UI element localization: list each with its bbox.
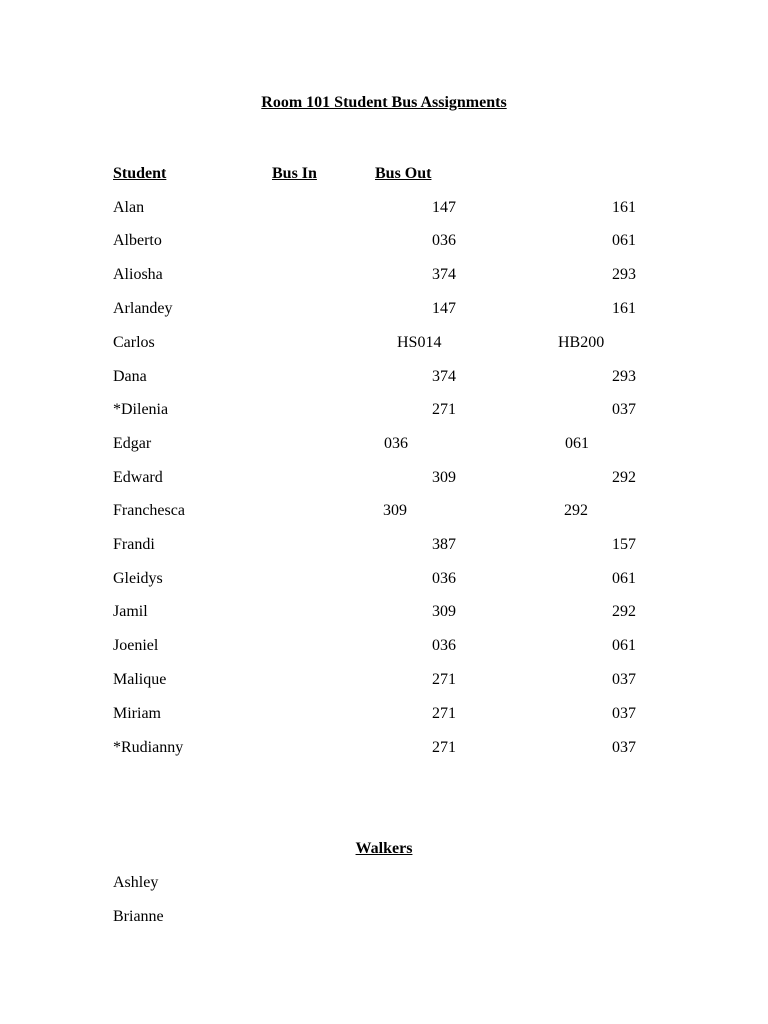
bus-in-value: 147 [432, 300, 456, 317]
bus-in-value: 309 [432, 603, 456, 620]
bus-in-value: 374 [432, 266, 456, 283]
student-name: Jamil [113, 603, 148, 620]
bus-in-value: 271 [432, 401, 456, 418]
table-row [0, 671, 768, 691]
table-row [0, 232, 768, 252]
bus-out-value: 293 [612, 266, 636, 283]
bus-in-value: 147 [432, 199, 456, 216]
table-row [0, 266, 768, 286]
bus-in-value: 271 [432, 705, 456, 722]
bus-in-value: HS014 [397, 334, 442, 351]
student-name: Malique [113, 671, 167, 688]
bus-in-value: 309 [383, 502, 407, 519]
student-name: *Dilenia [113, 401, 169, 418]
bus-out-value: 037 [612, 401, 636, 418]
bus-out-value: 161 [612, 199, 636, 216]
bus-in-value: 374 [432, 368, 456, 385]
student-name: Joeniel [113, 637, 159, 654]
table-row [0, 502, 768, 522]
header-bus-in: Bus In [272, 165, 317, 182]
bus-in-value: 036 [432, 232, 456, 249]
table-row [0, 570, 768, 590]
bus-out-value: 292 [612, 603, 636, 620]
student-name: Frandi [113, 536, 155, 553]
bus-in-value: 036 [432, 570, 456, 587]
table-row [0, 300, 768, 320]
table-row [0, 705, 768, 725]
bus-out-value: 061 [565, 435, 589, 452]
bus-out-value: 037 [612, 739, 636, 756]
student-name: *Rudianny [113, 739, 184, 756]
student-name: Dana [113, 368, 147, 385]
student-name: Aliosha [113, 266, 163, 283]
walkers-heading: Walkers [355, 840, 413, 857]
table-row [0, 435, 768, 455]
bus-out-value: 037 [612, 705, 636, 722]
bus-out-value: 157 [612, 536, 636, 553]
bus-out-value: 292 [612, 469, 636, 486]
bus-out-value: HB200 [558, 334, 605, 351]
bus-out-value: 061 [612, 232, 636, 249]
table-row [0, 401, 768, 421]
bus-out-value: 293 [612, 368, 636, 385]
table-row [0, 334, 768, 354]
bus-out-value: 061 [612, 637, 636, 654]
bus-out-value: 037 [612, 671, 636, 688]
header-student: Student [113, 165, 167, 182]
student-name: Edward [113, 469, 163, 486]
student-name: Arlandey [113, 300, 173, 317]
table-row [0, 199, 768, 219]
walker-name: Ashley [113, 874, 159, 891]
student-name: Alan [113, 199, 145, 216]
walker-name: Brianne [113, 908, 164, 925]
bus-in-value: 309 [432, 469, 456, 486]
table-row [0, 469, 768, 489]
bus-out-value: 161 [612, 300, 636, 317]
bus-in-value: 271 [432, 671, 456, 688]
page-title: Room 101 Student Bus Assignments [261, 94, 507, 111]
bus-out-value: 292 [564, 502, 588, 519]
student-name: Miriam [113, 705, 161, 722]
table-row [0, 368, 768, 388]
bus-in-value: 387 [432, 536, 456, 553]
student-name: Carlos [113, 334, 155, 351]
header-bus-out: Bus Out [375, 165, 432, 182]
bus-in-value: 036 [432, 637, 456, 654]
table-row [0, 603, 768, 623]
student-name: Franchesca [113, 502, 185, 519]
student-name: Alberto [113, 232, 162, 249]
bus-out-value: 061 [612, 570, 636, 587]
bus-in-value: 036 [384, 435, 408, 452]
bus-in-value: 271 [432, 739, 456, 756]
table-row [0, 637, 768, 657]
student-name: Gleidys [113, 570, 163, 587]
student-name: Edgar [113, 435, 152, 452]
table-row [0, 536, 768, 556]
table-row [0, 739, 768, 759]
